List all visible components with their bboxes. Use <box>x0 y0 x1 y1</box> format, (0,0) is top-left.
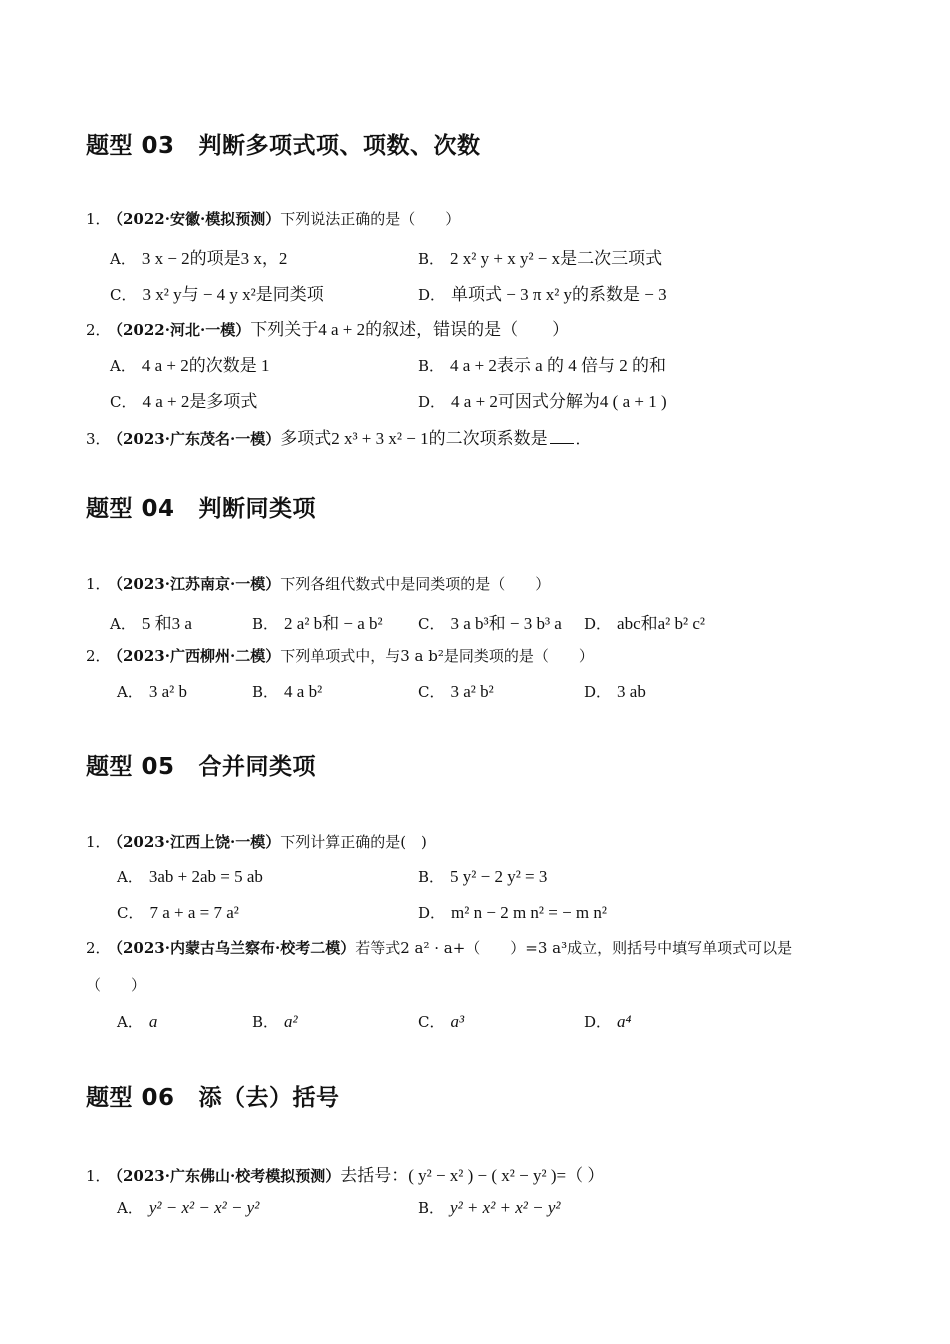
option-04-1-b <box>252 609 383 634</box>
option-03-2-b <box>418 351 666 376</box>
section-heading: 合并同类项 <box>198 754 317 780</box>
option-text: a³ <box>450 1012 465 1031</box>
question-05-2-cont <box>86 974 146 995</box>
option-text: 3 a² b² <box>450 682 494 701</box>
option-label: A． <box>110 615 136 633</box>
section-title-06 <box>86 1079 340 1112</box>
option-text: 3 x − 2的项是3 x，2 <box>141 249 288 268</box>
option-05-1-b <box>418 866 547 887</box>
option-05-1-d <box>418 902 607 923</box>
question-number: 3． <box>86 430 111 448</box>
question-04-2 <box>86 645 594 666</box>
option-05-2-a <box>117 1011 157 1032</box>
question-number: 1． <box>86 575 111 593</box>
section-code: 题型 03 <box>86 133 175 159</box>
question-06-1 <box>86 1161 604 1186</box>
option-label: C． <box>117 904 144 922</box>
question-number: 2． <box>86 647 111 665</box>
option-label: B． <box>418 1199 445 1217</box>
option-04-2-d <box>584 681 646 702</box>
option-text: 5 和3 a <box>141 614 192 633</box>
answer-blank[interactable] <box>550 431 574 444</box>
question-03-1 <box>86 208 460 229</box>
option-05-1-c <box>117 902 239 923</box>
option-text: abc和a² b² c² <box>617 614 706 633</box>
option-text: 4 a + 2是多项式 <box>142 392 258 411</box>
option-04-1-a <box>110 609 192 634</box>
section-title-03 <box>86 127 481 160</box>
option-label: D． <box>418 286 446 304</box>
option-label: C． <box>418 1013 445 1031</box>
option-text: 3 x² y与 − 4 y x²是同类项 <box>142 285 324 304</box>
option-05-2-b <box>252 1011 298 1032</box>
option-label: B． <box>252 683 279 701</box>
option-label: B． <box>418 868 445 886</box>
option-05-2-c <box>418 1011 464 1032</box>
question-05-1 <box>86 831 427 852</box>
option-text: y² − x² − x² − y² <box>148 1198 260 1217</box>
question-stem: 下列关于4 a + 2的叙述，错误的是（ ） <box>250 320 570 339</box>
option-06-1-b <box>418 1197 561 1218</box>
option-text: 4 a + 2可因式分解为4 ( a + 1 ) <box>451 392 667 411</box>
question-number: 1． <box>86 210 111 228</box>
section-code: 题型 05 <box>86 754 175 780</box>
option-label: A． <box>110 357 136 375</box>
option-label: A． <box>110 250 136 268</box>
question-stem-end: ． <box>575 430 591 448</box>
option-label: C． <box>110 286 137 304</box>
option-label: D． <box>418 393 446 411</box>
question-number: 1． <box>86 833 111 851</box>
option-03-2-a <box>110 351 269 376</box>
option-04-1-c <box>418 609 562 634</box>
option-text: 3 a b³和 − 3 b³ a <box>450 614 562 633</box>
option-text: 5 y² − 2 y² = 3 <box>450 867 548 886</box>
option-text: 7 a + a = 7 a² <box>149 903 239 922</box>
option-04-2-c <box>418 681 494 702</box>
option-text: 单项式 − 3 π x² y的系数是 − 3 <box>451 285 667 304</box>
question-stem: 下列各组代数式中是同类项的是（ ） <box>280 575 551 593</box>
option-text: 2 a² b和 − a b² <box>284 614 383 633</box>
option-text: 3 a² b <box>148 682 187 701</box>
question-03-3 <box>86 424 591 449</box>
section-code: 题型 04 <box>86 496 175 522</box>
option-03-1-c <box>110 280 324 305</box>
question-number: 1． <box>86 1167 111 1185</box>
question-04-1 <box>86 573 550 594</box>
question-stem: 下列说法正确的是（ ） <box>280 210 461 228</box>
question-stem: 去括号：( y² − x² ) − ( x² − y² )=（ ） <box>340 1166 605 1185</box>
option-text: 4 a b² <box>284 682 323 701</box>
question-05-2 <box>86 937 792 958</box>
option-03-1-d <box>418 280 667 305</box>
question-source: （2023·广西柳州·二模） <box>108 647 281 665</box>
option-05-1-a <box>117 866 263 887</box>
question-stem-continued: （ ） <box>86 976 147 994</box>
option-label: B． <box>252 615 279 633</box>
option-03-1-b <box>418 244 662 269</box>
question-source: （2022·河北·一模） <box>108 321 251 339</box>
option-label: A． <box>117 1013 143 1031</box>
question-stem: 下列计算正确的是( ) <box>280 833 427 851</box>
option-06-1-a <box>117 1197 259 1218</box>
question-source: （2023·内蒙古乌兰察布·校考二模） <box>108 939 356 957</box>
question-source: （2023·广东茂名·一模） <box>108 430 281 448</box>
section-heading: 判断同类项 <box>198 496 317 522</box>
option-03-2-c <box>110 387 257 412</box>
option-label: B． <box>418 250 445 268</box>
question-number: 2． <box>86 321 111 339</box>
option-text: 2 x² y + x y² − x是二次三项式 <box>450 249 663 268</box>
question-stem: 下列单项式中，与3 a b²是同类项的是（ ） <box>280 647 594 665</box>
section-heading: 添（去）括号 <box>198 1085 340 1111</box>
question-number: 2． <box>86 939 111 957</box>
option-03-2-d <box>418 387 667 412</box>
option-text: a⁴ <box>617 1012 632 1031</box>
option-label: C． <box>418 683 445 701</box>
option-03-1-a <box>110 244 287 269</box>
option-04-1-d <box>584 609 705 634</box>
option-label: C． <box>110 393 137 411</box>
section-title-05 <box>86 748 316 781</box>
section-title-04 <box>86 490 316 523</box>
option-text: 3 ab <box>617 682 646 701</box>
option-05-2-d <box>584 1011 631 1032</box>
option-label: A． <box>117 868 143 886</box>
option-text: 3ab + 2ab = 5 ab <box>148 867 263 886</box>
option-label: D． <box>584 615 612 633</box>
option-label: D． <box>584 683 612 701</box>
option-label: B． <box>252 1013 279 1031</box>
question-source: （2023·广东佛山·校考模拟预测） <box>108 1167 341 1185</box>
option-label: A． <box>117 683 143 701</box>
option-text: a² <box>284 1012 298 1031</box>
question-stem: 若等式2 a² · a+（ ）=3 a³成立，则括号中填写单项式可以是 <box>355 939 793 957</box>
option-label: A． <box>117 1199 143 1217</box>
option-label: B． <box>418 357 445 375</box>
question-stem: 多项式2 x³ + 3 x² − 1的二次项系数是 <box>280 429 548 448</box>
option-text: 4 a + 2的次数是 1 <box>141 356 270 375</box>
option-label: D． <box>418 904 446 922</box>
option-text: m² n − 2 m n² = − m n² <box>451 903 608 922</box>
option-label: D． <box>584 1013 612 1031</box>
option-text: a <box>148 1012 158 1031</box>
option-04-2-b <box>252 681 322 702</box>
section-heading: 判断多项式项、项数、次数 <box>198 133 481 159</box>
question-source: （2023·江苏南京·一模） <box>108 575 281 593</box>
option-04-2-a <box>117 681 187 702</box>
question-03-2 <box>86 315 569 340</box>
section-code: 题型 06 <box>86 1085 175 1111</box>
option-label: C． <box>418 615 445 633</box>
option-text: 4 a + 2表示 a 的 4 倍与 2 的和 <box>450 356 666 375</box>
question-source: （2022·安徽·模拟预测） <box>108 210 281 228</box>
option-text: y² + x² + x² − y² <box>450 1198 561 1217</box>
question-source: （2023·江西上饶·一模） <box>108 833 281 851</box>
